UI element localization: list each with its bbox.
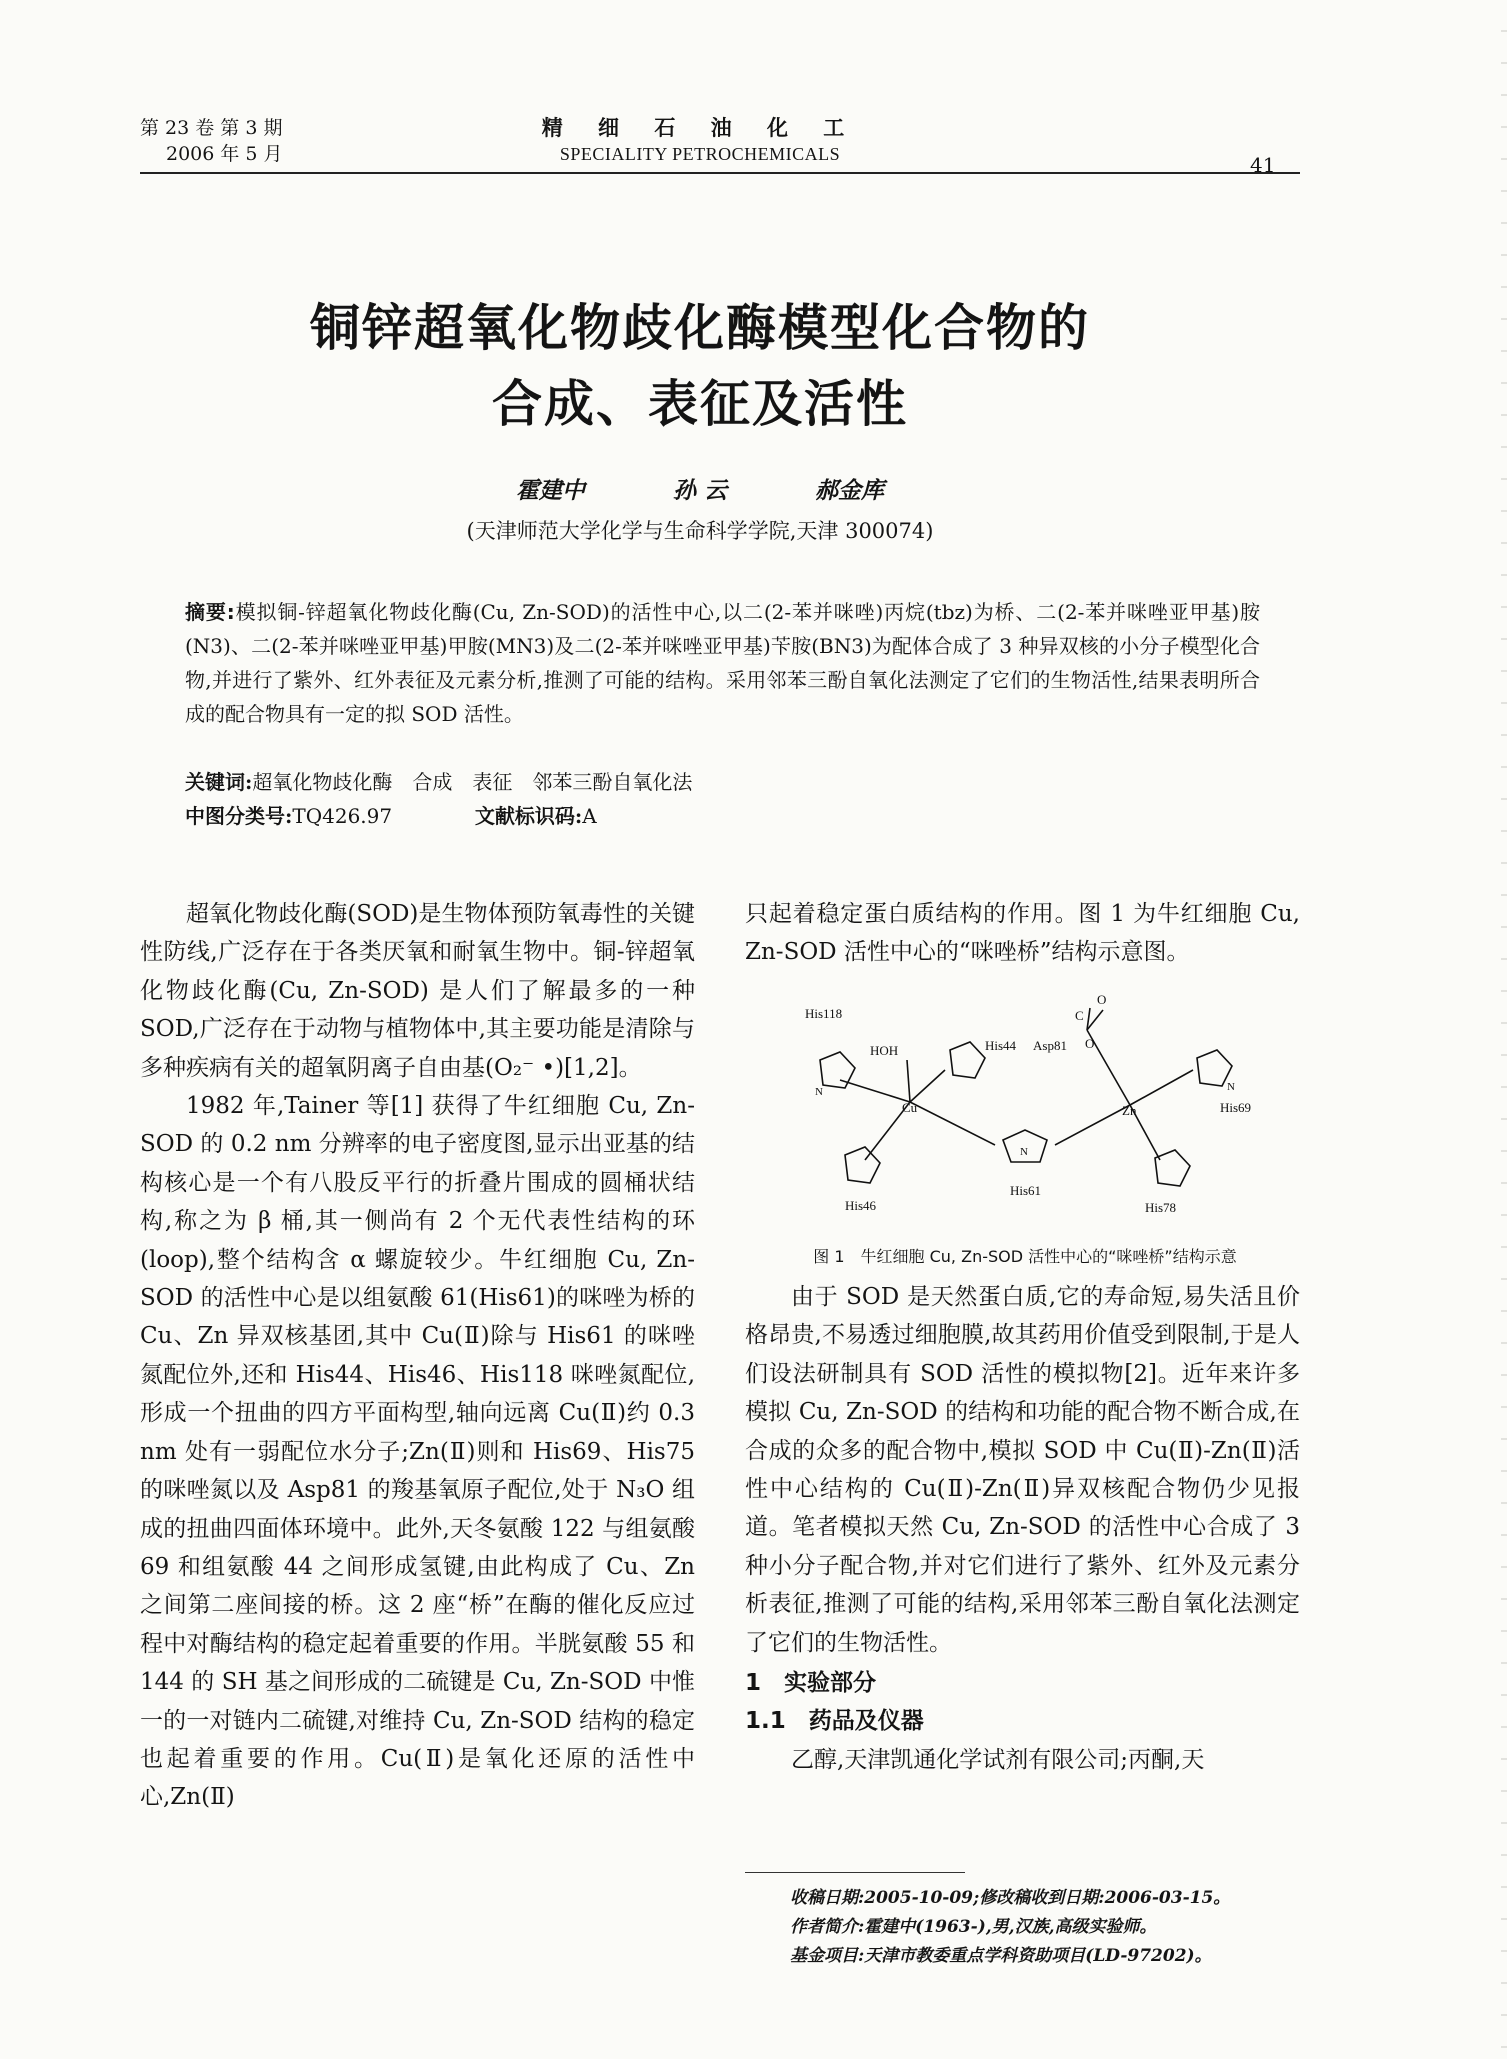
label-his44: His44 xyxy=(985,1038,1017,1053)
label-n-his118: N xyxy=(815,1086,823,1098)
label-his69: His69 xyxy=(1220,1100,1252,1115)
abstract-text: 模拟铜-锌超氧化物歧化酶(Cu, Zn-SOD)的活性中心,以二(2-苯并咪唑)丙烷(tbz)为桥、二(2-苯并咪唑亚甲基)胺(N3)、二(2-苯并咪唑亚甲基)甲胺(MN3)及二(2-苯并咪唑亚甲基)苄胺(BN3)为配体合成了 3 种异双核的小分子模型化合物,并进行了紫外、红外表征及元素分析,推测了可能的结构。采用邻苯三酚自氧化法测定了它们的生物活性,结果表明所合成的配合物具有一定的拟 SOD 活性。 xyxy=(185,600,1261,726)
label-his61: His61 xyxy=(1010,1183,1042,1198)
label-his118: His118 xyxy=(805,1006,843,1021)
author-3: 郝金库 xyxy=(815,477,884,504)
article-title xyxy=(200,290,1200,442)
label-oxygen-2: O xyxy=(1085,1036,1095,1051)
paragraph-sod-mimic: 由于 SOD 是天然蛋白质,它的寿命短,易失活且价格昂贵,不易透过细胞膜,故其药用价值受到限制,于是人们设法研制具有 SOD 活性的模拟物[2]。近年来许多模拟 Cu, Zn-SOD 的结构和功能的配合物不断合成,在合成的众多的配合物中,模拟 SOD 中 Cu(Ⅱ)-Zn(Ⅱ)活性中心结构的 Cu(Ⅱ)-Zn(Ⅱ)异双核配合物仍少见报道。笔者模拟天然 Cu, Zn-SOD 的活性中心合成了 3 种小分子配合物,并对它们进行了紫外、红外及元素分析表征,推测了可能的结构,采用邻苯三酚自氧化法测定了它们的生物活性。 xyxy=(745,1284,1300,1656)
journal-name-en: SPECIALITY PETROCHEMICALS xyxy=(559,144,841,164)
bond-cu-his118 xyxy=(840,1080,910,1102)
scan-margin xyxy=(1501,0,1507,2059)
keywords-label: 关键词: xyxy=(185,770,253,794)
bond-cu-his61 xyxy=(910,1102,995,1145)
paragraph-intro: 超氧化物歧化酶(SOD)是生物体预防氧毒性的关键性防线,广泛存在于各类厌氧和耐氧生物中。铜-锌超氧化物歧化酶(Cu, Zn-SOD) 是人们了解最多的一种 SOD,广泛存在于动物与植物体中,其主要功能是清除与多种疾病有关的超氧阴离子自由基(O₂⁻ •)[1,2]。 xyxy=(140,901,695,1081)
body-left-column xyxy=(140,895,695,1817)
footnote-received: 收稿日期:2005-10-09;修改稿收到日期:2006-03-15。 xyxy=(790,1888,1231,1908)
label-oxygen-1: O xyxy=(1097,992,1107,1007)
clc-value: TQ426.97 xyxy=(292,804,393,828)
journal-name-cn: 精 细 石 油 化 工 xyxy=(541,115,859,140)
label-copper: Cu xyxy=(902,1100,918,1115)
title-line-2: 合成、表征及活性 xyxy=(492,375,908,433)
volume-issue: 第 23 卷 第 3 期 xyxy=(140,117,283,139)
bond-cu-his44 xyxy=(910,1070,945,1102)
doc-code-value: A xyxy=(582,804,597,828)
paragraph-tainer: 1982 年,Tainer 等[1] 获得了牛红细胞 Cu, Zn-SOD 的 0.2 nm 分辨率的电子密度图,显示出亚基的结构核心是一个有八股反平行的折叠片围成的圆桶状结构,称之为 β 桶,其一侧尚有 2 个无代表性结构的环(loop),整个结构含 α 螺旋较少。牛红细胞 Cu, Zn-SOD 的活性中心是以组氨酸 61(His61)的咪唑为桥的 Cu、Zn 异双核基团,其中 Cu(Ⅱ)除与 His61 的咪唑氮配位外,还和 His44、His46、His118 咪唑氮配位,形成一个扭曲的四方平面构型,轴向远离 Cu(Ⅱ)约 0.3 nm 处有一弱配位水分子;Zn(Ⅱ)则和 His69、His75 的咪唑氮以及 Asp81 的羧基氧原子配位,处于 N₃O 组成的扭曲四面体环境中。此外,天冬氨酸 122 与组氨酸 69 和组氨酸 44 之间形成氢键,由此构成了 Cu、Zn 之间第二座间接的桥。这 2 座“桥”在酶的催化反应过程中对酶结构的稳定起着重要的作用。半胱氨酸 55 和 144 的 SH 基之间形成的二硫键是 Cu, Zn-SOD 中惟一的一对链内二硫键,对维持 Cu, Zn-SOD 结构的稳定也起着重要的作用。Cu(Ⅱ)是氧化还原的活性中心,Zn(Ⅱ) xyxy=(140,1093,695,1811)
body-right-column-top xyxy=(745,895,1300,972)
section-1-heading: 1 实验部分 xyxy=(745,1670,877,1697)
label-hoh: HOH xyxy=(870,1043,899,1058)
figure-1-structure xyxy=(765,990,1285,1230)
ring-his78 xyxy=(1155,1150,1190,1186)
page-number: 41 xyxy=(1250,153,1276,177)
paragraph-reagents: 乙醇,天津凯通化学试剂有限公司;丙酮,天 xyxy=(791,1746,1205,1773)
author-2: 孙 云 xyxy=(672,477,727,504)
ring-his44 xyxy=(950,1042,985,1078)
author-list xyxy=(400,472,1000,505)
bond-his61-zn xyxy=(1055,1105,1130,1145)
label-n-his61: N xyxy=(1020,1146,1028,1158)
label-zinc: Zn xyxy=(1122,1103,1137,1118)
keywords xyxy=(185,765,1260,799)
bond-zn-his69 xyxy=(1130,1070,1193,1105)
affiliation: (天津师范大学化学与生命科学学院,天津 300074) xyxy=(466,519,934,543)
bond-cu-hoh xyxy=(907,1060,910,1102)
title-line-1: 铜锌超氧化物歧化酶模型化合物的 xyxy=(310,299,1090,357)
figure-1-caption: 图 1 牛红细胞 Cu, Zn-SOD 活性中心的“咪唑桥”结构示意 xyxy=(813,1247,1237,1266)
footnote-author: 作者简介:霍建中(1963-),男,汉族,高级实验师。 xyxy=(790,1917,1157,1937)
issue-date: 2006 年 5 月 xyxy=(166,143,283,165)
label-n-his69: N xyxy=(1227,1081,1235,1093)
label-his78: His78 xyxy=(1145,1200,1177,1215)
abstract xyxy=(185,595,1260,731)
section-1-1-heading: 1.1 药品及仪器 xyxy=(745,1708,924,1735)
header-rule xyxy=(140,172,1300,174)
abstract-label: 摘要: xyxy=(185,600,235,624)
body-right-column xyxy=(745,1278,1300,1779)
doc-code-label: 文献标识码: xyxy=(474,804,583,828)
footnote-rule xyxy=(745,1872,965,1873)
issue-info xyxy=(140,115,283,167)
ring-his46 xyxy=(845,1147,880,1183)
author-1: 霍建中 xyxy=(515,477,585,504)
label-asp81: Asp81 xyxy=(1033,1038,1067,1053)
journal-name xyxy=(450,115,950,167)
label-his46: His46 xyxy=(845,1198,877,1213)
clc-label: 中图分类号: xyxy=(185,804,293,828)
footnote-fund: 基金项目:天津市教委重点学科资助项目(LD-97202)。 xyxy=(790,1946,1212,1966)
classification xyxy=(185,799,1260,833)
paragraph-continued: 只起着稳定蛋白质结构的作用。图 1 为牛红细胞 Cu, Zn-SOD 活性中心的“咪唑桥”结构示意图。 xyxy=(745,901,1300,966)
keywords-text: 超氧化物歧化酶 合成 表征 邻苯三酚自氧化法 xyxy=(252,770,693,794)
label-carbon: C xyxy=(1075,1008,1084,1023)
